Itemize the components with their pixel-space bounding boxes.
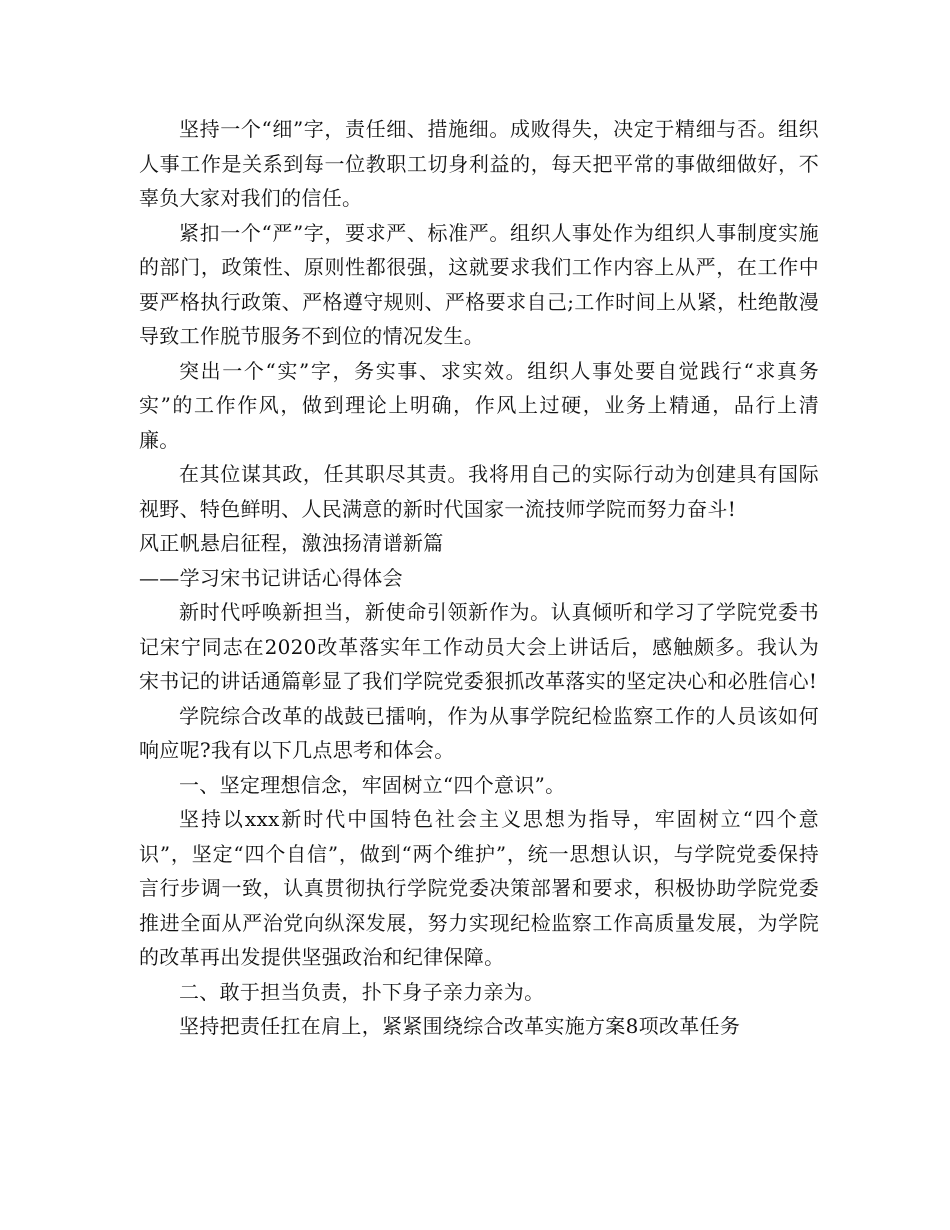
article-subtitle: ——学习宋书记讲话心得体会 [139, 565, 403, 590]
section-heading-one: 一、坚定理想信念，牢固树立“四个意识”。 [179, 772, 566, 797]
paragraph-intro: 新时代呼唤新担当，新使命引领新作为。认真倾听和学习了学院党委书记宋宁同志在2020改革落实年工作动员大会上讲话后，感触颇多。我认为宋书记的讲话通篇彰显了我们学院党委狠抓改革落实的坚定决心和必胜信心! [139, 600, 819, 693]
paragraph-practical: 突出一个“实”字，务实事、求实效。组织人事处要自觉践行“求真务实”的工作作风，做到理论上明确，作风上过硬，业务上精通，品行上清廉。 [139, 358, 819, 452]
paragraph-question: 学院综合改革的战鼓已擂响，作为从事学院纪检监察工作的人员该如何响应呢?我有以下几点思考和体会。 [139, 703, 819, 762]
paragraph-duty: 在其位谋其政，任其职尽其责。我将用自己的实际行动为创建具有国际视野、特色鲜明、人民满意的新时代国家一流技师学院而努力奋斗! [139, 462, 819, 521]
article-title: 风正帆悬启征程，激浊扬清谱新篇 [139, 531, 444, 555]
paragraph-ideals: 坚持以xxx新时代中国特色社会主义思想为指导，牢固树立“四个意识”，坚定“四个自信”，做到“两个维护”，统一思想认识，与学院党委保持言行步调一致，认真贯彻执行学院党委决策部署和要求，积极协助学院党委推进全面从严治党向纵深发展，努力实现纪检监察工作高质量发展，为学院的改革再出发提供坚强政治和纪律保障。 [139, 807, 819, 969]
paragraph-responsibility: 坚持把责任扛在肩上，紧紧围绕综合改革实施方案8项改革任务 [179, 1014, 741, 1038]
document-page [139, 112, 819, 1044]
section-heading-two: 二、敢于担当负责，扑下身子亲力亲为。 [179, 979, 545, 1004]
paragraph-detail: 坚持一个“细”字，责任细、措施细。成败得失，决定于精细与否。组织人事工作是关系到每一位教职工切身利益的，每天把平常的事做细做好，不辜负大家对我们的信任。 [139, 117, 819, 210]
paragraph-strict: 紧扣一个“严”字，要求严、标准严。组织人事处作为组织人事制度实施的部门，政策性、原则性都很强，这就要求我们工作内容上从严，在工作中要严格执行政策、严格遵守规则、严格要求自己;工作时间上从紧，杜绝散漫导致工作脱节服务不到位的情况发生。 [139, 220, 819, 348]
